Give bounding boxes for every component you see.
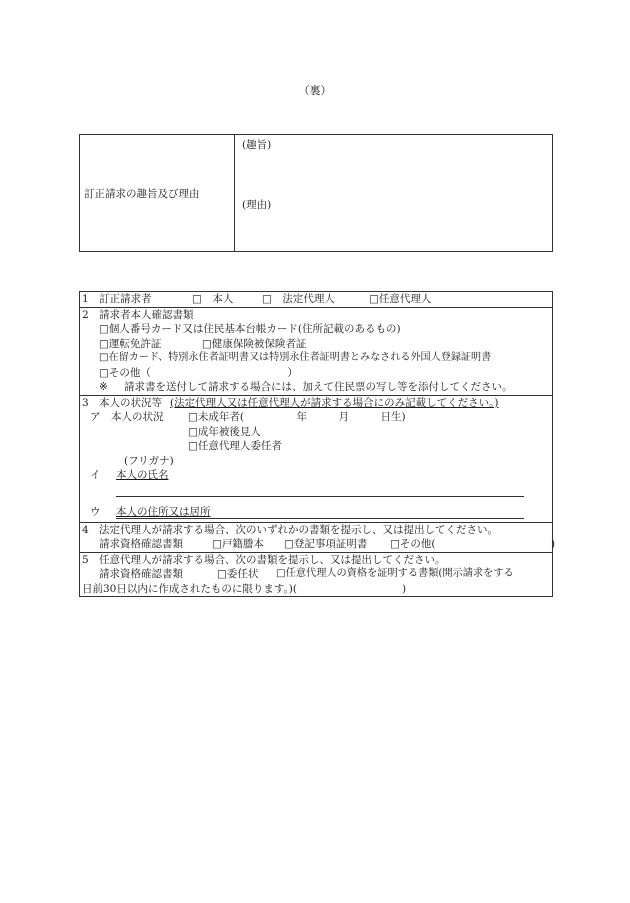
reason-table <box>79 134 553 252</box>
person-address-line[interactable] <box>116 518 524 519</box>
agent-qualification-checkbox[interactable]: □任意代理人の資格を証明する書類(開示請求をする <box>276 568 514 579</box>
name-item-marker: イ <box>90 469 101 481</box>
section-5-title: 任意代理人が請求する場合、次の書類を提示し、又は提出してください。 <box>99 553 446 566</box>
section-requester <box>80 292 552 308</box>
id-drivers-license-checkbox[interactable]: □運転免許証 <box>99 337 162 350</box>
registry-certificate-checkbox[interactable]: □登記事項証明書 <box>284 538 368 550</box>
person-name-label: 本人の氏名 <box>116 469 169 481</box>
reason-table-label <box>80 135 235 251</box>
requester-self-checkbox[interactable]: □ 本人 <box>192 293 234 305</box>
section-4-title: 法定代理人が請求する場合、次のいずれかの書類を提示し、又は提出してください。 <box>99 523 498 536</box>
address-item-marker: ウ <box>90 505 101 518</box>
status-adult-ward-checkbox[interactable]: □成年被後見人 <box>188 425 261 438</box>
id-residence-card-checkbox[interactable]: □在留カード、特別永住者証明書又は特別永住者証明書とみなされる外国人登録証明書 <box>99 352 492 363</box>
reason-label: (理由) <box>242 199 272 211</box>
family-register-checkbox[interactable]: □戸籍謄本 <box>212 538 264 550</box>
reason-table-label-text: 訂正請求の趣旨及び理由 <box>84 187 200 200</box>
person-name-line[interactable] <box>116 496 524 497</box>
agent-doc-label: 請求資格確認書類 <box>99 568 183 580</box>
section-person-status <box>80 396 552 523</box>
legal-rep-doc-label: 請求資格確認書類 <box>99 538 183 550</box>
mail-request-note: 請求書を送付して請求する場合には、加えて住民票の写し等を添付してください。 <box>124 381 513 393</box>
agent-doc-condition: 日前30日以内に作成されたものに限ります。)( ) <box>82 582 407 595</box>
id-mynumber-card-checkbox[interactable]: □個人番号カード又は住民基本台帳カード(住所記載のあるもの) <box>99 323 401 335</box>
status-minor-checkbox[interactable]: □未成年者( 年 月 日生) <box>188 411 406 423</box>
section-2-number: 2 <box>82 308 89 321</box>
section-2-title: 請求者本人確認書類 <box>99 308 194 321</box>
detail-table <box>79 291 556 597</box>
section-1-number: 1 <box>82 293 89 305</box>
requester-legal-rep-checkbox[interactable]: □ 法定代理人 <box>262 293 335 305</box>
section-3-title: 本人の状況等 <box>99 396 162 409</box>
furigana-label: (フリガナ) <box>124 454 174 467</box>
section-1-title: 訂正請求者 <box>99 293 152 305</box>
section-3-number: 3 <box>82 396 89 409</box>
section-legal-rep-docs <box>80 523 556 553</box>
section-agent-docs <box>80 553 552 597</box>
reason-entry-area[interactable] <box>235 135 552 251</box>
purpose-label: (趣旨) <box>242 139 272 151</box>
section-3-note: (法定代理人又は任意代理人が請求する場合にのみ記載してください。) <box>170 396 499 409</box>
section-5-number: 5 <box>82 553 89 566</box>
legal-rep-other-checkbox[interactable]: □その他( ) <box>390 538 556 550</box>
section-4-number: 4 <box>82 523 89 536</box>
status-agent-principal-checkbox[interactable]: □任意代理人委任者 <box>188 440 282 452</box>
requester-agent-checkbox[interactable]: □任意代理人 <box>369 293 432 305</box>
person-address-label: 本人の住所又は居所 <box>116 505 211 518</box>
id-other-checkbox[interactable]: □その他（ ） <box>99 366 298 379</box>
page-header: （裏） <box>298 84 332 97</box>
note-mark: ※ <box>99 381 108 393</box>
power-of-attorney-checkbox[interactable]: □委任状 <box>217 568 259 580</box>
person-status-label: ア 本人の状況 <box>90 411 164 423</box>
section-id-documents <box>80 308 552 396</box>
id-health-insurance-checkbox[interactable]: □健康保険被保険者証 <box>202 337 307 350</box>
